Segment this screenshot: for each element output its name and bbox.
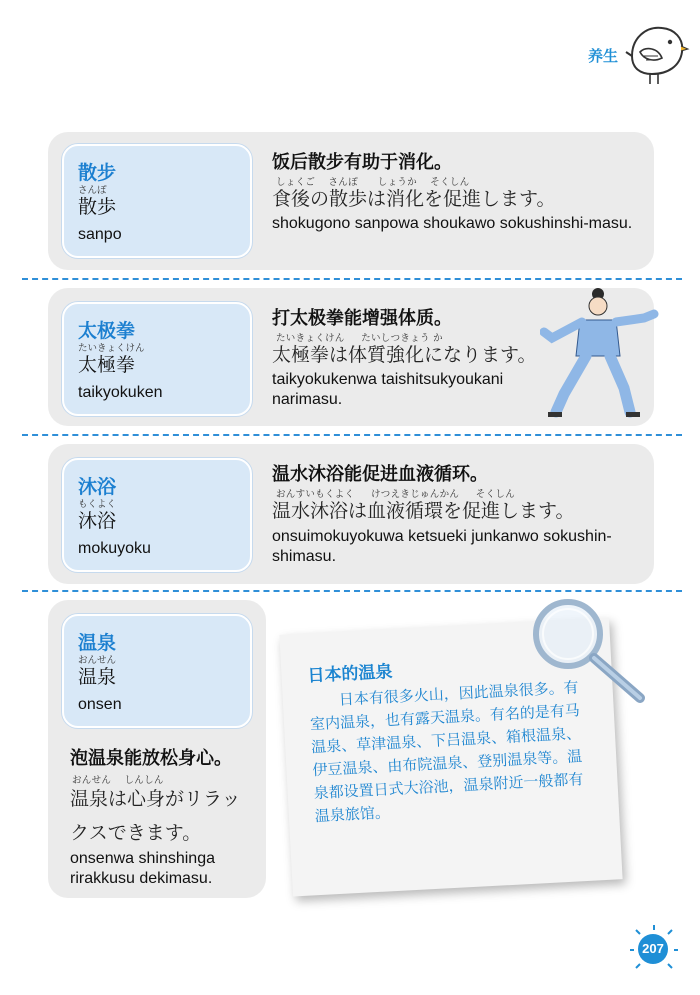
section-title: 养生: [588, 47, 619, 65]
word-cn: 散步: [78, 162, 117, 184]
sentence-jp: 温水沐浴は血液循環を促進します。: [272, 500, 575, 522]
word-jp: 沐浴: [78, 510, 117, 532]
magnifier-icon: [516, 592, 656, 712]
word-jp: 太極拳: [78, 354, 136, 376]
sentence-cn: 饭后散步有助于消化。: [272, 152, 452, 173]
sentence-romaji: shokugono sanpowa shoukawo sokushinshi-masu.: [272, 215, 633, 232]
word-box-mokuyoku: [62, 458, 252, 572]
sentence-ruby: おんせん しんしん: [72, 775, 164, 786]
sentence-ruby: おんすいもくよく けつえきじゅんかん そくしん: [276, 489, 515, 500]
sentence-ruby: たいきょくけん たいしつきょう か: [276, 333, 443, 344]
word-ruby: もくよく: [78, 499, 117, 510]
word-box-taikyokuken: [62, 302, 252, 416]
sentence-jp: 太極拳は体質強化になります。: [272, 344, 537, 366]
sentence-romaji: onsenwa shinshinga rirakkusu dekimasu.: [70, 850, 215, 887]
word-jp: 散歩: [78, 196, 117, 218]
word-romaji: taikyokuken: [78, 384, 163, 401]
word-box-sanpo: [62, 144, 252, 258]
divider: [22, 434, 682, 436]
sentence-cn: 温水沐浴能促进血液循环。: [272, 464, 488, 485]
page-number-badge: [630, 924, 678, 972]
word-ruby: たいきょくけん: [78, 343, 145, 354]
word-ruby: さんぽ: [78, 185, 107, 196]
note-body: 日本有很多火山，因此温泉很多。有室内温泉，也有露天温泉。有名的是有马温泉、草津温泉、下吕温泉、箱根温泉、伊豆温泉、由布院温泉、登别温泉等。温泉都设置日式大浴池，温泉附近一般都有温泉旅馆。: [309, 678, 584, 826]
sentence-jp: 食後の散歩は消化を促進します。: [272, 188, 556, 210]
word-romaji: sanpo: [78, 226, 122, 243]
sentence-cn: 打太极拳能增强体质。: [272, 308, 452, 329]
sentence-romaji: taikyokukenwa taishitsukyoukani narimasu.: [272, 371, 504, 408]
note-title: 日本的温泉: [307, 661, 393, 687]
sentence-jp-line2: クスできます。: [70, 822, 202, 844]
word-romaji: onsen: [78, 696, 122, 713]
word-cn: 温泉: [78, 632, 117, 654]
bird-icon: [624, 16, 690, 88]
word-cn: 太极拳: [78, 320, 136, 342]
page-number: 207: [638, 934, 668, 964]
divider: [22, 278, 682, 280]
sentence-cn: 泡温泉能放松身心。: [70, 748, 232, 769]
sentence-romaji: onsuimokuyokuwa ketsueki junkanwo sokushin-shimasu.: [272, 528, 612, 565]
word-ruby: おんせん: [78, 655, 117, 666]
word-cn: 沐浴: [78, 476, 117, 498]
tai-chi-figure-illustration: [540, 286, 660, 426]
word-jp: 温泉: [78, 666, 117, 688]
sentence-jp-line1: 温泉は心身がリラッ: [70, 788, 241, 810]
sentence-ruby: しょくご さんぽ しょうか そくしん: [276, 177, 470, 188]
word-box-onsen: [62, 614, 252, 728]
word-romaji: mokuyoku: [78, 540, 151, 557]
